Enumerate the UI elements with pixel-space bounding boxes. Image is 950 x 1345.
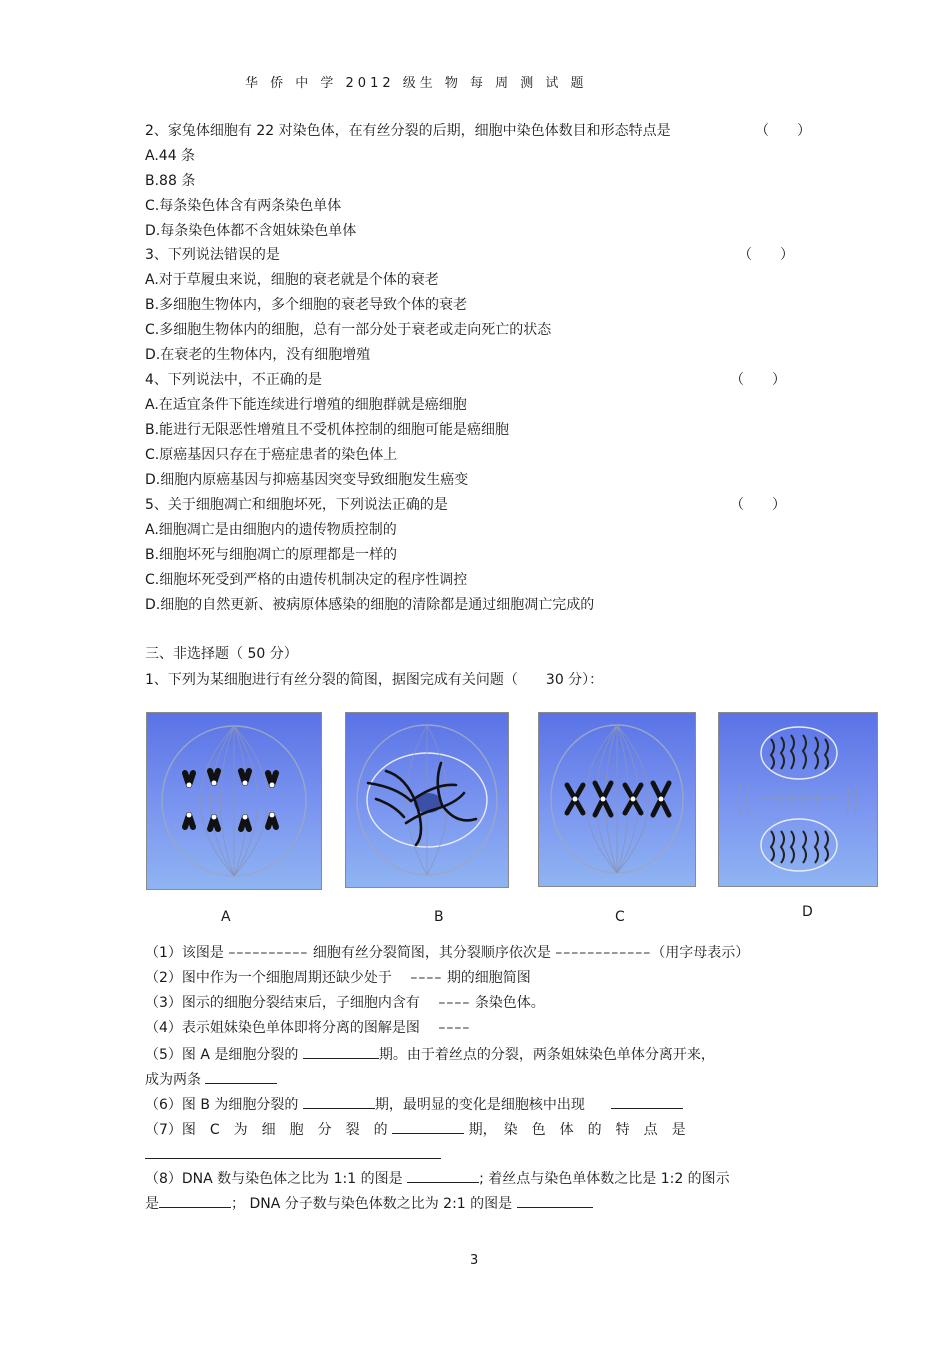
sub6-text-b: 期，最明显的变化是细胞核中出现 [374, 1097, 585, 1113]
sub7-text-b: 期， 染 色 体 的 特 点 是 [468, 1122, 686, 1138]
sub8-text-d: ； DNA 分子数与染色体数之比为 2:1 的图是 [231, 1196, 513, 1212]
sub1-text-c: （用字母表示） [651, 945, 750, 961]
q3-option-d: D.在衰老的生物体内，没有细胞增殖 [145, 347, 371, 363]
q2-stem [145, 122, 671, 140]
q3-stem: 3、下列说法错误的是 [145, 247, 280, 263]
page-header: 华 侨 中 学 2012 级生 物 每 周 测 试 题 [245, 76, 588, 91]
sub-question-8-cont [145, 1193, 593, 1213]
figure-d [718, 712, 878, 887]
figure-b-drawing [346, 713, 508, 887]
sub8-blank-3 [517, 1193, 593, 1208]
q3-option-b: B.多细胞生物体内，多个细胞的衰老导致个体的衰老 [145, 297, 468, 313]
q2-paren: （ ） [755, 123, 811, 139]
sub6-blank-2 [611, 1094, 683, 1109]
q5-option-a: A.细胞凋亡是由细胞内的遗传物质控制的 [145, 522, 397, 538]
sub5-blank-1 [303, 1044, 379, 1059]
sub4-text-a: （4）表示姐妹染色单体即将分离的图解是图 [145, 1020, 420, 1036]
q2-option-b: B.88 条 [145, 173, 196, 189]
sub-question-5 [145, 1044, 715, 1064]
q3-option-a: A.对于草履虫来说，细胞的衰老就是个体的衰老 [145, 272, 439, 288]
q5-option-c: C.细胞坏死受到严格的由遗传机制决定的程序性调控 [145, 572, 468, 588]
q1-stem: 1、下列为某细胞进行有丝分裂的简图，据图完成有关问题（ 30 分）： [145, 672, 604, 688]
q4-stem: 4、下列说法中，不正确的是 [145, 372, 322, 388]
sub5-text-b: 期。由于着丝点的分裂，两条姐妹染色单体分离开来， [378, 1047, 715, 1063]
q2-option-a: A.44 条 [145, 148, 196, 164]
q4-option-c: C.原癌基因只存在于癌症患者的染色体上 [145, 447, 398, 463]
q3-option-c: C.多细胞生物体内的细胞，总有一部分处于衰老或走向死亡的状态 [145, 322, 552, 338]
sub-question-8 [145, 1168, 730, 1188]
sub1-blank-2: –––––––––––– [555, 945, 652, 961]
q4-paren: （ ） [730, 372, 786, 388]
sub5-text-a: （5）图 A 是细胞分裂的 [145, 1047, 299, 1063]
figure-c-drawing [539, 713, 695, 886]
sub-question-7 [145, 1119, 686, 1139]
sub-question-2 [145, 969, 531, 987]
sub2-text-a: （2）图中作为一个细胞周期还缺少处于 [145, 970, 392, 986]
sub-question-6 [145, 1094, 683, 1114]
figure-a-drawing [147, 713, 321, 889]
figure-b [345, 712, 509, 888]
sub4-blank: –––– [438, 1020, 471, 1036]
q4-option-d: D.细胞内原癌基因与抑癌基因突变导致细胞发生癌变 [145, 472, 469, 488]
page-number: 3 [470, 1253, 479, 1268]
q4-option-a: A.在适宜条件下能连续进行增殖的细胞群就是癌细胞 [145, 397, 467, 413]
q2-stem-text: 2、家兔体细胞有 22 对染色体，在有丝分裂的后期，细胞中染色体数目和形态特点是 [145, 123, 671, 139]
q4-option-b: B.能进行无限恶性增殖且不受机体控制的细胞可能是癌细胞 [145, 422, 510, 438]
sub1-text-b: 细胞有丝分裂简图，其分裂顺序依次是 [312, 945, 551, 961]
sub6-blank-1 [303, 1094, 375, 1109]
sub7-text-a: （7）图 C 为 细 胞 分 裂 的 [145, 1122, 388, 1138]
figure-a [146, 712, 322, 890]
sub3-text-a: （3）图示的细胞分裂结束后，子细胞内含有 [145, 995, 420, 1011]
sub1-blank-1: –––––––––– [228, 945, 309, 961]
q5-option-b: B.细胞坏死与细胞凋亡的原理都是一样的 [145, 547, 398, 563]
sub2-blank: –––– [410, 970, 443, 986]
sub-question-3 [145, 994, 545, 1012]
sub8-text-c: 是 [145, 1196, 159, 1212]
figure-d-label: D [802, 904, 813, 920]
figure-b-label: B [434, 909, 444, 925]
figure-d-drawing [719, 713, 877, 886]
section-3-title: 三、非选择题（ 50 分） [145, 646, 298, 662]
q2-option-c: C.每条染色体含有两条染色单体 [145, 198, 342, 214]
sub3-blank: –––– [438, 995, 471, 1011]
sub3-text-b: 条染色体。 [474, 995, 545, 1011]
figure-a-label: A [221, 909, 231, 925]
sub5-text-c: 成为两条 [145, 1072, 201, 1088]
q5-paren: （ ） [730, 497, 786, 513]
q5-option-d: D.细胞的自然更新、被病原体感染的细胞的清除都是通过细胞凋亡完成的 [145, 597, 595, 613]
figure-c [538, 712, 696, 887]
sub2-text-b: 期的细胞简图 [446, 970, 531, 986]
q2-option-d: D.每条染色体都不含姐妹染色单体 [145, 223, 357, 239]
sub7-blank-1 [392, 1119, 464, 1134]
sub6-text-a: （6）图 B 为细胞分裂的 [145, 1097, 299, 1113]
sub8-text-b: ; 着丝点与染色单体数之比是 1:2 的图示 [479, 1171, 730, 1187]
sub8-blank-1 [407, 1168, 479, 1183]
sub-question-4 [145, 1019, 470, 1037]
q3-paren: （ ） [738, 247, 794, 263]
sub-question-5-cont [145, 1069, 277, 1089]
sub8-text-a: （8）DNA 数与染色体之比为 1:1 的图是 [145, 1171, 403, 1187]
figure-c-label: C [615, 909, 625, 925]
sub8-blank-2 [159, 1193, 231, 1208]
sub5-blank-2 [205, 1069, 277, 1084]
sub7-blank-2 [145, 1158, 441, 1159]
q5-stem: 5、关于细胞凋亡和细胞坏死，下列说法正确的是 [145, 497, 448, 513]
sub1-text-a: （1）该图是 [145, 945, 224, 961]
sub-question-1 [145, 944, 749, 962]
